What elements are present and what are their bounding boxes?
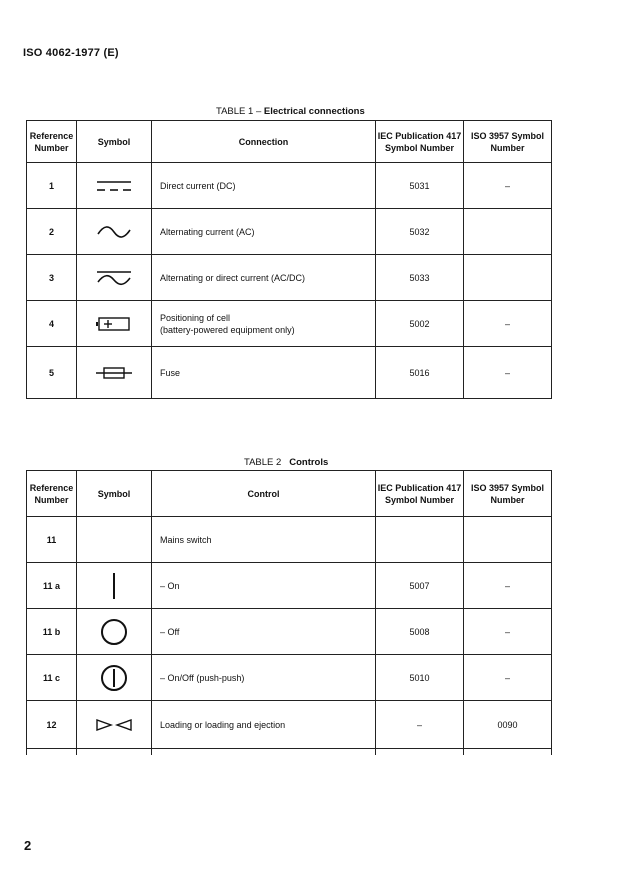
continuation-cell [27,749,77,755]
iec-number: 5010 [376,655,464,701]
iec-number: 5033 [376,255,464,301]
row-ref: 12 [27,701,77,749]
symbol-cell [77,655,152,701]
row-ref: 11 c [27,655,77,701]
row-ref: 1 [27,163,77,209]
symbol-cell [77,301,152,347]
battery-cell-icon [95,316,133,332]
table-row [27,301,552,347]
connection-text: Fuse [152,347,376,399]
control-text: Mains switch [152,517,376,563]
on-icon [109,571,119,601]
direct-current-icon [95,179,133,193]
table-row [27,563,552,609]
iec-number: 5032 [376,209,464,255]
loading-ejection-icon [94,717,134,733]
fuse-icon [94,365,134,381]
iso-number: – [464,655,552,701]
table1-header-ref: Reference Number [27,121,77,163]
iec-number: 5007 [376,563,464,609]
symbol-cell [77,163,152,209]
continuation-cell [77,749,152,755]
row-ref: 4 [27,301,77,347]
row-ref: 11 a [27,563,77,609]
row-ref: 5 [27,347,77,399]
connection-text-line1: Positioning of cell [160,312,231,323]
row-ref: 11 b [27,609,77,655]
symbol-cell [77,609,152,655]
iec-number: – [376,701,464,749]
table-row [27,255,552,301]
table1-header-iec: IEC Publication 417 Symbol Number [376,121,464,163]
table2-caption [244,457,328,468]
iso-number: – [464,301,552,347]
iso-number: 0090 [464,701,552,749]
control-text: – Off [152,609,376,655]
connection-text: Direct current (DC) [152,163,376,209]
symbol-cell [77,255,152,301]
table1-header-row [27,121,552,163]
table1-caption-prefix: TABLE 1 – [216,106,264,117]
table-row [27,163,552,209]
iso-number [464,209,552,255]
table2-header-symbol: Symbol [77,471,152,517]
table2-header-iec: IEC Publication 417 Symbol Number [376,471,464,517]
continuation-cell [376,749,464,755]
connection-text: Alternating current (AC) [152,209,376,255]
symbol-cell [77,209,152,255]
connection-text: Alternating or direct current (AC/DC) [152,255,376,301]
on-off-push-icon [99,663,129,693]
symbol-cell [77,563,152,609]
page-number: 2 [24,838,32,853]
table2-header-row [27,471,552,517]
iso-number: – [464,609,552,655]
table-row [27,701,552,749]
table1-caption [216,106,365,117]
iec-number: 5031 [376,163,464,209]
table2-header-iso: ISO 3957 Symbol Number [464,471,552,517]
symbol-cell [77,517,152,563]
table-row [27,609,552,655]
table1-header-symbol: Symbol [77,121,152,163]
table2-header-control: Control [152,471,376,517]
iso-number: – [464,347,552,399]
table-row [27,517,552,563]
iso-number [464,517,552,563]
table2-caption-title: Controls [289,457,329,468]
continuation-cell [152,749,376,755]
table2-caption-prefix: TABLE 2 [244,457,290,468]
continuation-cell [464,749,552,755]
table-continuation-row [27,749,552,755]
table-controls [26,470,552,755]
table-electrical-connections [26,120,552,399]
control-text: – On/Off (push-push) [152,655,376,701]
alternating-current-icon [95,225,133,239]
table-row [27,655,552,701]
table2-header-ref: Reference Number [27,471,77,517]
table-row [27,209,552,255]
symbol-cell [77,347,152,399]
control-text: Loading or loading and ejection [152,701,376,749]
iso-number [464,255,552,301]
table-row [27,347,552,399]
connection-text [152,301,376,347]
iec-number: 5008 [376,609,464,655]
iec-number: 5002 [376,301,464,347]
table1-caption-title: Electrical connections [263,106,365,117]
off-icon [99,617,129,647]
symbol-cell [77,701,152,749]
iso-number: – [464,563,552,609]
document-id: ISO 4062-1977 (E) [23,47,119,59]
row-ref: 2 [27,209,77,255]
control-text: – On [152,563,376,609]
connection-text-line2: (battery-powered equipment only) [160,324,295,335]
iec-number: 5016 [376,347,464,399]
table1-header-iso: ISO 3957 Symbol Number [464,121,552,163]
row-ref: 11 [27,517,77,563]
iso-number: – [464,163,552,209]
table1-header-connection: Connection [152,121,376,163]
ac-dc-icon [95,269,133,287]
row-ref: 3 [27,255,77,301]
iec-number [376,517,464,563]
